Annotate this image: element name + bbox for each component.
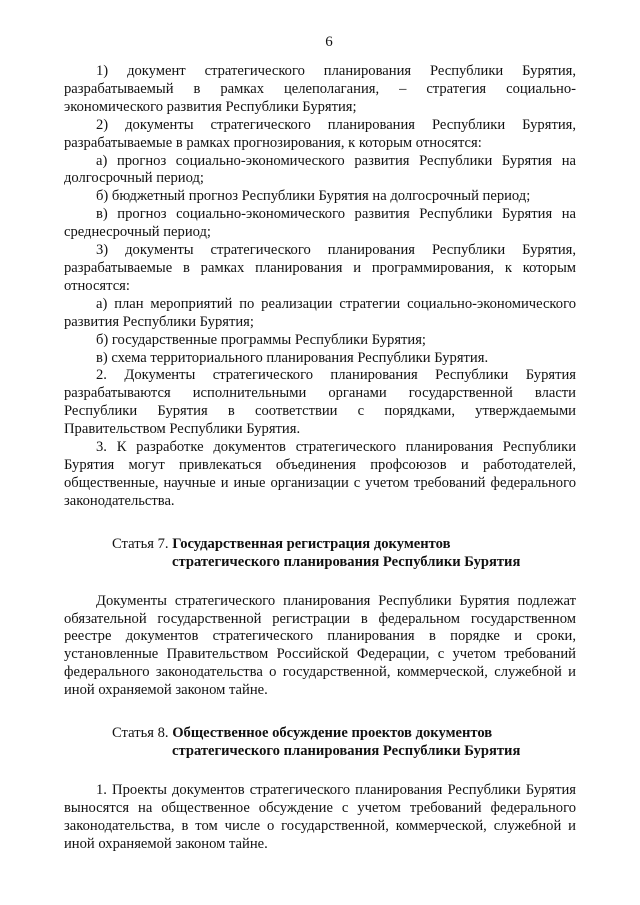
article-7-heading (112, 535, 576, 571)
article-8-body (64, 782, 576, 854)
paragraph: в) прогноз социально-экономического развития Республики Бурятия на среднесрочный период; (64, 206, 576, 241)
paragraph: 1) документ стратегического планирования Республики Бурятия, разрабатываемый в рамках целеполагания, – стратегия социально-экономического развития Республики Бурятия; (64, 63, 576, 115)
paragraph: 3. К разработке документов стратегического планирования Республики Бурятия могут привлекаться объединения профсоюзов и работодателей, общественные, научные и иные организации с учетом требований федерального законодательства. (64, 439, 576, 509)
paragraph: 3) документы стратегического планирования Республики Бурятия, разрабатываемые в рамках планирования и программирования, к которым относятся: (64, 242, 576, 294)
paragraphs-top (64, 63, 576, 511)
article-8-heading (112, 724, 576, 760)
paragraph: а) прогноз социально-экономического развития Республики Бурятия на долгосрочный период; (64, 152, 576, 187)
article-7-title-line1: Государственная регистрация документов (172, 535, 451, 552)
article-7-label: Статья 7. (112, 535, 169, 552)
page-number: 6 (325, 34, 333, 50)
article-8-label: Статья 8. (112, 725, 169, 742)
article-8-title-line2: стратегического планирования Республики Бурятия (172, 743, 521, 760)
article-7-body (64, 593, 576, 700)
paragraph: 2) документы стратегического планирования Республики Бурятия, разрабатываемые в рамках прогнозирования, к которым относятся: (64, 116, 576, 151)
paragraph: б) бюджетный прогноз Республики Бурятия на долгосрочный период; (96, 188, 531, 205)
paragraph: 1. Проекты документов стратегического планирования Республики Бурятия выносятся на общественное обсуждение с учетом требований федерального законодательства, в том числе о государственной, коммерческой, служебной и иной охраняемой законом тайне. (64, 782, 576, 852)
paragraph: 2. Документы стратегического планирования Республики Бурятия разрабатываются исполнительными органами государственной власти Республики Бурятия в соответствии с порядками, утверждаемыми Правительством Республики Бурятия. (64, 367, 576, 438)
paragraph: Документы стратегического планирования Республики Бурятия подлежат обязательной государственной регистрации в федеральном государственном реестре документов стратегического планирования в порядке и сроки, установленные Правительством Российской Федерации, с учетом требований федерального законодательства о государственной, коммерческой, служебной и иной охраняемой законом тайне. (64, 592, 576, 699)
article-8-title-line1: Общественное обсуждение проектов документов (172, 725, 493, 742)
paragraph: а) план мероприятий по реализации стратегии социально-экономического развития Республики Бурятия; (64, 295, 576, 330)
paragraph: в) схема территориального планирования Республики Бурятия. (96, 349, 489, 366)
paragraph: б) государственные программы Республики Бурятия; (96, 331, 426, 348)
article-7-title-line2: стратегического планирования Республики Бурятия (172, 553, 521, 570)
